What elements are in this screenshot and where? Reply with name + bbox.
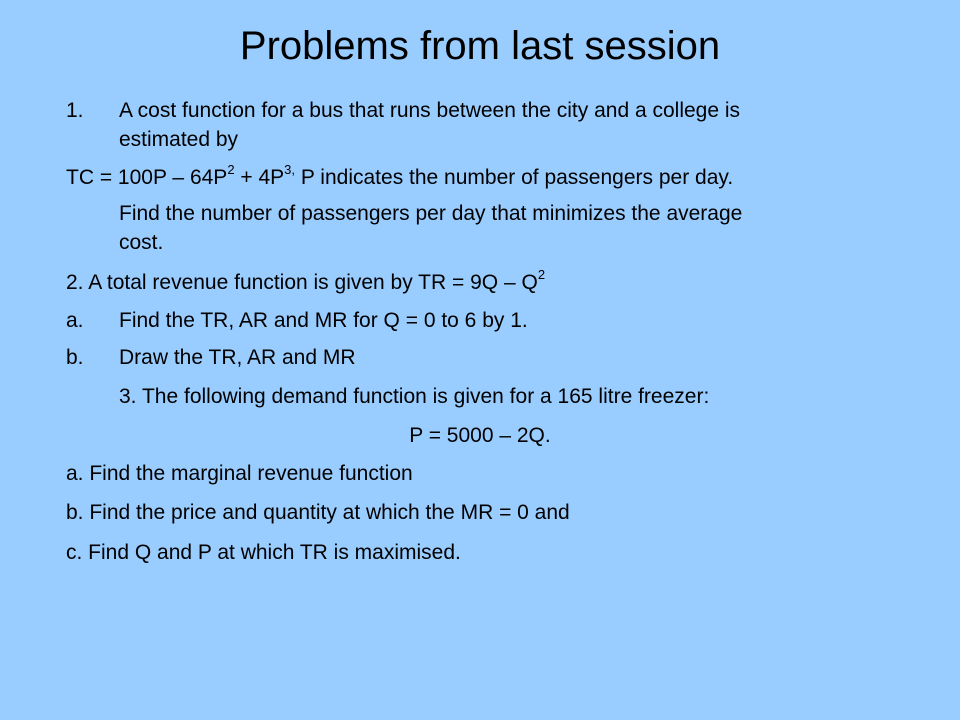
- problem-2b-label: b.: [66, 346, 84, 369]
- problem-3b-text: b. Find the price and quantity at which the MR = 0 and: [66, 501, 570, 524]
- tc-equation-line: [66, 163, 733, 192]
- problem-3c-text: c. Find Q and P at which TR is maximised.: [66, 541, 461, 564]
- problem-2b-text: Draw the TR, AR and MR: [119, 346, 356, 369]
- problem-2a-text: Find the TR, AR and MR for Q = 0 to 6 by 1.: [119, 309, 528, 332]
- tc-line2: Find the number of passengers per day that minimizes the average: [119, 202, 743, 225]
- tc-line3: cost.: [119, 231, 164, 254]
- tc-equation-mid: + 4P: [234, 166, 285, 189]
- tc-equation-post: P indicates the number of passengers per day.: [295, 166, 734, 189]
- tc-exponent-3: 3,: [284, 162, 296, 177]
- problem-1-line2: estimated by: [119, 128, 239, 151]
- tc-exponent-2: 2: [227, 162, 235, 177]
- problem-1-number: 1.: [66, 99, 84, 122]
- problem-2-text: 2. A total revenue function is given by TR = 9Q – Q: [66, 271, 538, 294]
- problem-3-equation: P = 5000 – 2Q.: [409, 424, 551, 447]
- problem-1-line1: A cost function for a bus that runs between the city and a college is: [119, 99, 741, 122]
- problem-2a-label: a.: [66, 309, 84, 332]
- problem-2-exponent: 2: [537, 267, 546, 282]
- problem-3-intro: 3. The following demand function is given for a 165 litre freezer:: [119, 385, 710, 408]
- problem-3a-text: a. Find the marginal revenue function: [66, 462, 413, 485]
- problem-2-line: [66, 268, 545, 297]
- tc-equation-pre: TC = 100P – 64P: [66, 166, 228, 189]
- slide-title: Problems from last session: [239, 24, 721, 68]
